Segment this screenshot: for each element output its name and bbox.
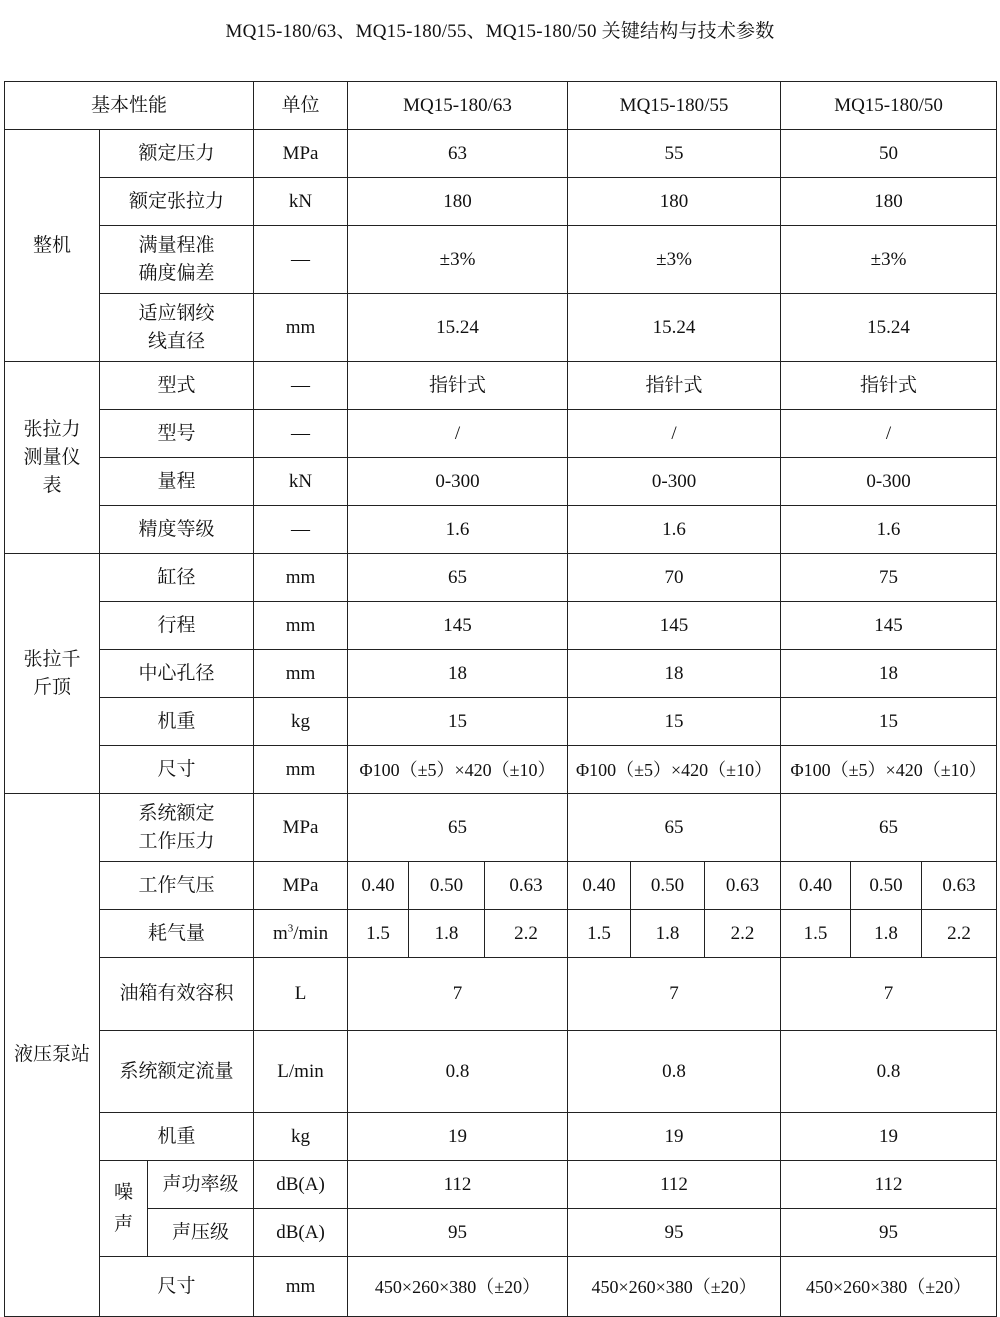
row-label: 机重	[100, 698, 254, 746]
row-unit: L	[254, 958, 348, 1031]
cell-value: 15	[781, 698, 997, 746]
row-unit: kg	[254, 1113, 348, 1161]
cell-value: 145	[348, 602, 568, 650]
row-unit: dB(A)	[254, 1161, 348, 1209]
group-machine: 整机	[5, 130, 100, 362]
cell-value: 70	[568, 554, 781, 602]
cell-value: 指针式	[568, 362, 781, 410]
table-row	[5, 910, 997, 958]
header-model-3: MQ15-180/50	[781, 82, 997, 130]
row-unit: mm	[254, 554, 348, 602]
cell-value: 15.24	[568, 294, 781, 362]
cell-value: ±3%	[568, 226, 781, 294]
row-label: 油箱有效容积	[100, 958, 254, 1031]
document-title: MQ15-180/63、MQ15-180/55、MQ15-180/50 关键结构与技术参数	[225, 21, 775, 42]
row-label: 适应钢绞线直径	[100, 294, 254, 362]
unit-tail: /min	[293, 922, 329, 944]
cell-value: 0.40	[781, 862, 851, 910]
cell-value: 指针式	[348, 362, 568, 410]
cell-value: 指针式	[781, 362, 997, 410]
table-row	[5, 226, 997, 294]
cell-value: 15	[568, 698, 781, 746]
header-unit: 单位	[254, 82, 348, 130]
cell-value: 1.5	[781, 910, 851, 958]
row-label: 尺寸	[100, 746, 254, 794]
row-label: 中心孔径	[100, 650, 254, 698]
header-basic: 基本性能	[5, 82, 254, 130]
table-row	[5, 794, 997, 862]
cell-value: 145	[781, 602, 997, 650]
row-unit: mm	[254, 1257, 348, 1317]
cell-value: 19	[781, 1113, 997, 1161]
cell-value: 0.63	[705, 862, 781, 910]
table-row	[5, 362, 997, 410]
cell-value: 180	[781, 178, 997, 226]
cell-value: 2.2	[922, 910, 997, 958]
cell-value: 95	[781, 1209, 997, 1257]
row-label: 缸径	[100, 554, 254, 602]
cell-value: 7	[781, 958, 997, 1031]
cell-value: 0-300	[781, 458, 997, 506]
header-model-2: MQ15-180/55	[568, 82, 781, 130]
table-row	[5, 1113, 997, 1161]
cell-value: 145	[568, 602, 781, 650]
row-unit: mm	[254, 650, 348, 698]
cell-value: 15.24	[348, 294, 568, 362]
cell-value: 0-300	[568, 458, 781, 506]
table-row	[5, 1209, 997, 1257]
row-label: 精度等级	[100, 506, 254, 554]
cell-value: 18	[348, 650, 568, 698]
cell-value: 1.5	[568, 910, 631, 958]
cell-value: 55	[568, 130, 781, 178]
table-row	[5, 862, 997, 910]
row-label: 额定张拉力	[100, 178, 254, 226]
row-unit: kN	[254, 458, 348, 506]
row-label: 量程	[100, 458, 254, 506]
cell-value: 2.2	[485, 910, 568, 958]
row-unit: MPa	[254, 794, 348, 862]
cell-value: ±3%	[781, 226, 997, 294]
row-label: 尺寸	[100, 1257, 254, 1317]
cell-value: 1.6	[568, 506, 781, 554]
row-label: 满量程准确度偏差	[100, 226, 254, 294]
table-row	[5, 410, 997, 458]
table-row	[5, 1031, 997, 1113]
row-unit: mm	[254, 746, 348, 794]
cell-value: 95	[568, 1209, 781, 1257]
row-label: 系统额定工作压力	[100, 794, 254, 862]
cell-value: 180	[348, 178, 568, 226]
cell-value: 19	[568, 1113, 781, 1161]
row-label: 机重	[100, 1113, 254, 1161]
cell-value: 65	[568, 794, 781, 862]
cell-value: 15	[348, 698, 568, 746]
cell-value: 50	[781, 130, 997, 178]
cell-value: 18	[781, 650, 997, 698]
row-unit: mm	[254, 294, 348, 362]
table-row	[5, 958, 997, 1031]
table-row	[5, 602, 997, 650]
table-row	[5, 698, 997, 746]
cell-value: 2.2	[705, 910, 781, 958]
row-unit: dB(A)	[254, 1209, 348, 1257]
cell-value: 0.8	[781, 1031, 997, 1113]
table-row	[5, 294, 997, 362]
table-row	[5, 650, 997, 698]
row-label: 声功率级	[148, 1161, 254, 1209]
cell-value: 0-300	[348, 458, 568, 506]
cell-value: 0.63	[485, 862, 568, 910]
cell-value: 7	[568, 958, 781, 1031]
cell-value: 1.8	[631, 910, 705, 958]
cell-value: 180	[568, 178, 781, 226]
cell-value: Φ100（±5）×420（±10）	[781, 746, 997, 794]
cell-value: 450×260×380（±20）	[348, 1257, 568, 1317]
row-label: 行程	[100, 602, 254, 650]
unit-base: m	[272, 922, 288, 944]
spec-table	[4, 81, 997, 1317]
row-label: 工作气压	[100, 862, 254, 910]
cell-value: 0.63	[922, 862, 997, 910]
row-unit	[254, 910, 348, 958]
cell-value: 112	[348, 1161, 568, 1209]
row-unit: —	[254, 410, 348, 458]
cell-value: Φ100（±5）×420（±10）	[568, 746, 781, 794]
row-unit: —	[254, 506, 348, 554]
cell-value: 0.40	[568, 862, 631, 910]
cell-value: /	[348, 410, 568, 458]
table-row	[5, 506, 997, 554]
row-label: 额定压力	[100, 130, 254, 178]
cell-value: 18	[568, 650, 781, 698]
row-label: 型号	[100, 410, 254, 458]
cell-value: 75	[781, 554, 997, 602]
group-pump: 液压泵站	[5, 794, 100, 1317]
cell-value: /	[781, 410, 997, 458]
cell-value: /	[568, 410, 781, 458]
cell-value: 450×260×380（±20）	[781, 1257, 997, 1317]
cell-value: 1.6	[781, 506, 997, 554]
cell-value: 65	[781, 794, 997, 862]
cell-value: 1.5	[348, 910, 409, 958]
unit-superscript: 3	[287, 922, 294, 935]
table-row	[5, 1161, 997, 1209]
table-row	[5, 1257, 997, 1317]
table-row	[5, 178, 997, 226]
row-label: 声压级	[148, 1209, 254, 1257]
cell-value: 1.8	[409, 910, 485, 958]
cell-value: Φ100（±5）×420（±10）	[348, 746, 568, 794]
cell-value: 0.8	[348, 1031, 568, 1113]
cell-value: 0.50	[409, 862, 485, 910]
cell-value: 0.40	[348, 862, 409, 910]
row-unit: mm	[254, 602, 348, 650]
cell-value: 65	[348, 794, 568, 862]
row-unit: MPa	[254, 862, 348, 910]
group-jack: 张拉千斤顶	[5, 554, 100, 794]
cell-value: ±3%	[348, 226, 568, 294]
cell-value: 0.50	[851, 862, 922, 910]
cell-value: 7	[348, 958, 568, 1031]
table-row	[5, 746, 997, 794]
cell-value: 1.8	[851, 910, 922, 958]
row-unit: kg	[254, 698, 348, 746]
cell-value: 1.6	[348, 506, 568, 554]
cell-value: 0.8	[568, 1031, 781, 1113]
cell-value: 112	[568, 1161, 781, 1209]
row-unit: MPa	[254, 130, 348, 178]
table-row	[5, 554, 997, 602]
row-label: 耗气量	[100, 910, 254, 958]
row-unit: kN	[254, 178, 348, 226]
row-label: 系统额定流量	[100, 1031, 254, 1113]
row-unit: —	[254, 362, 348, 410]
header-row	[5, 82, 997, 130]
table-row	[5, 130, 997, 178]
cell-value: 63	[348, 130, 568, 178]
row-label: 型式	[100, 362, 254, 410]
table-row	[5, 458, 997, 506]
cell-value: 0.50	[631, 862, 705, 910]
header-model-1: MQ15-180/63	[348, 82, 568, 130]
cell-value: 112	[781, 1161, 997, 1209]
group-noise: 噪声	[100, 1161, 148, 1257]
cell-value: 19	[348, 1113, 568, 1161]
cell-value: 95	[348, 1209, 568, 1257]
group-gauge: 张拉力测量仪表	[5, 362, 100, 554]
row-unit: —	[254, 226, 348, 294]
cell-value: 15.24	[781, 294, 997, 362]
row-unit: L/min	[254, 1031, 348, 1113]
cell-value: 65	[348, 554, 568, 602]
cell-value: 450×260×380（±20）	[568, 1257, 781, 1317]
